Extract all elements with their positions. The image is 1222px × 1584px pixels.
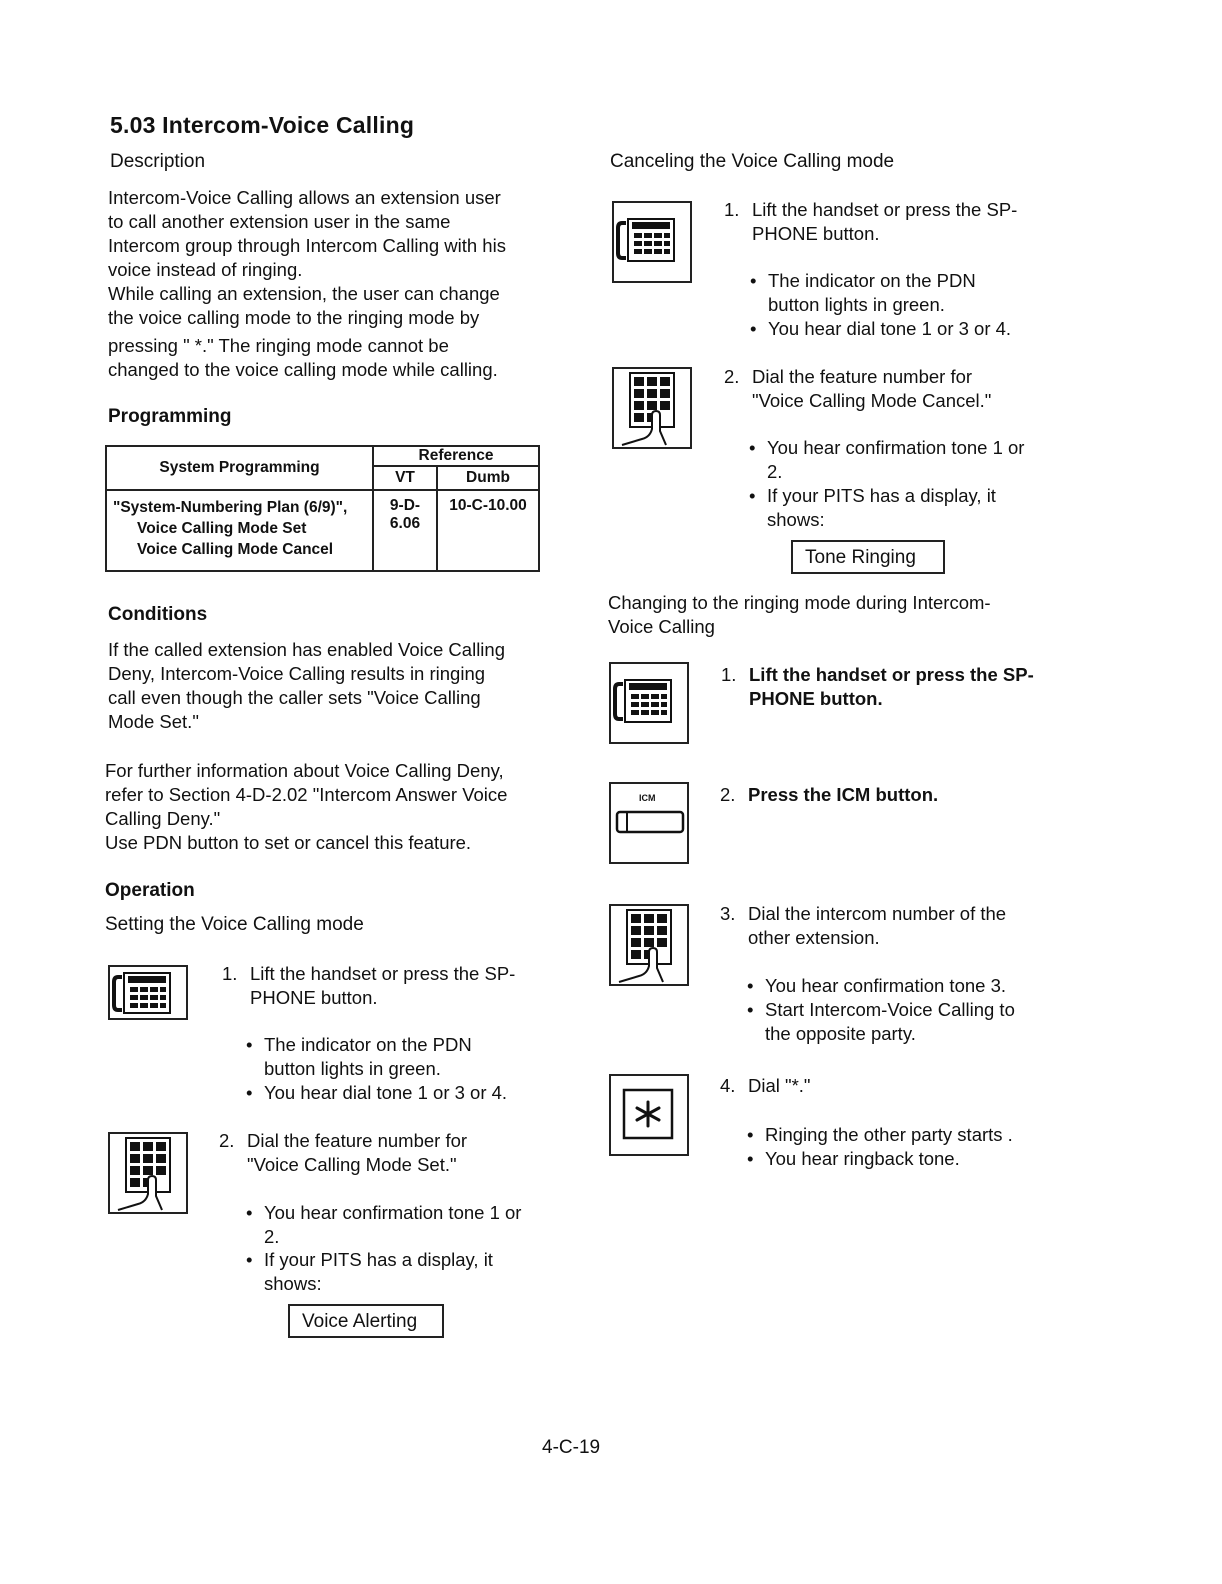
bullet-item xyxy=(767,436,1024,484)
bullet-text: shows: xyxy=(264,1273,322,1294)
table-header-vt: VT xyxy=(373,466,437,490)
description-line: to call another extension user in the same xyxy=(108,211,451,232)
conditions-line: Use PDN button to set or cancel this feature. xyxy=(105,832,472,853)
bullet-text: If your PITS has a display, it xyxy=(264,1249,493,1270)
description-line: changed to the voice calling mode while calling. xyxy=(108,359,498,380)
step-number: 3. xyxy=(720,903,736,924)
changing-subheading-line: Changing to the ringing mode during Intercom- xyxy=(608,592,991,613)
table-header-dumb: Dumb xyxy=(437,466,539,490)
step-number: 4. xyxy=(720,1075,736,1096)
setting-subheading: Setting the Voice Calling mode xyxy=(105,914,364,935)
description-line: Intercom group through Intercom Calling with his xyxy=(108,235,506,256)
changing-subheading-line: Voice Calling xyxy=(608,616,715,637)
step-text: PHONE button. xyxy=(752,223,880,244)
conditions-line: Deny, Intercom-Voice Calling results in ringing xyxy=(108,663,486,684)
bullet-text: You hear confirmation tone 1 or xyxy=(264,1202,522,1223)
bullet-text: The indicator on the PDN xyxy=(768,270,976,291)
conditions-line: If the called extension has enabled Voice Calling xyxy=(108,639,505,660)
operation-heading: Operation xyxy=(105,880,195,901)
table-item-sub: Voice Calling Mode Cancel xyxy=(137,541,334,558)
step-text: Lift the handset or press the SP- xyxy=(250,963,516,984)
bullet-text: 2. xyxy=(767,461,783,482)
table-cell-dumb: 10-C-10.00 xyxy=(437,490,539,571)
step-text: Dial "*." xyxy=(748,1075,811,1096)
conditions-line: refer to Section 4-D-2.02 "Intercom Answer Voice xyxy=(105,784,508,805)
step-text: other extension. xyxy=(748,927,880,948)
bullet-text: The indicator on the PDN xyxy=(264,1034,472,1055)
icm-button-icon xyxy=(609,782,689,864)
description-line: Intercom-Voice Calling allows an extension user xyxy=(108,187,501,208)
description-text xyxy=(108,186,578,382)
conditions-line: call even though the caller sets "Voice Calling xyxy=(108,687,481,708)
icm-label: ICM xyxy=(639,793,656,803)
display-voice-alerting: Voice Alerting xyxy=(288,1304,444,1338)
step-text: PHONE button. xyxy=(749,688,883,709)
conditions-line: Calling Deny." xyxy=(105,808,221,829)
table-header-reference: Reference xyxy=(373,446,539,466)
conditions-heading: Conditions xyxy=(108,604,208,625)
description-line: pressing " *." The ringing mode cannot be xyxy=(108,335,449,356)
bullet-item xyxy=(264,1248,493,1296)
table-cell-item xyxy=(106,490,373,571)
conditions-para1 xyxy=(108,638,588,734)
description-heading: Description xyxy=(110,151,206,172)
dial-keypad-icon xyxy=(609,904,689,986)
step-number: 1. xyxy=(724,199,740,220)
bullet-item xyxy=(765,998,1015,1046)
bullet-item: • You hear dial tone 1 or 3 or 4. xyxy=(264,1081,507,1105)
table-cell-vt: 9-D-6.06 xyxy=(373,490,437,571)
handset-phone-icon xyxy=(108,965,188,1020)
bullet-text: You hear confirmation tone 1 or xyxy=(767,437,1025,458)
bullet-item: • You hear dial tone 1 or 3 or 4. xyxy=(768,317,1011,341)
step-text: Dial the feature number for xyxy=(752,366,973,387)
step-number: 1. xyxy=(222,963,238,984)
bullet-text: 2. xyxy=(264,1226,280,1247)
programming-heading: Programming xyxy=(108,406,232,427)
step-text: PHONE button. xyxy=(250,987,378,1008)
step-text: Lift the handset or press the SP- xyxy=(752,199,1018,220)
table-header-system: System Programming xyxy=(106,446,373,490)
bullet-item xyxy=(767,484,996,532)
handset-phone-icon xyxy=(609,662,689,744)
bullet-item: • You hear confirmation tone 3. xyxy=(765,974,1006,998)
dial-keypad-icon xyxy=(612,367,692,449)
description-line: While calling an extension, the user can change xyxy=(108,283,500,304)
bullet-item xyxy=(264,1033,472,1081)
step-number: 2. xyxy=(219,1130,235,1151)
section-title: 5.03 Intercom-Voice Calling xyxy=(110,112,415,138)
canceling-subheading: Canceling the Voice Calling mode xyxy=(610,151,895,172)
conditions-line: Mode Set." xyxy=(108,711,199,732)
step-text: Dial the intercom number of the xyxy=(748,903,1007,924)
step-text: "Voice Calling Mode Set." xyxy=(247,1154,457,1175)
bullet-text: If your PITS has a display, it xyxy=(767,485,996,506)
bullet-item: • You hear ringback tone. xyxy=(765,1147,960,1171)
step-text: Lift the handset or press the SP- xyxy=(749,664,1034,685)
bullet-item xyxy=(264,1201,521,1249)
step-number: 2. xyxy=(720,784,736,805)
description-line: voice instead of ringing. xyxy=(108,259,303,280)
display-tone-ringing: Tone Ringing xyxy=(791,540,945,574)
changing-subheading xyxy=(608,591,1078,639)
step-number: 1. xyxy=(721,664,737,685)
page-number: 4-C-19 xyxy=(542,1437,601,1458)
conditions-line: For further information about Voice Calling Deny, xyxy=(105,760,504,781)
step-text: "Voice Calling Mode Cancel." xyxy=(752,390,992,411)
table-item-name: "System-Numbering Plan (6/9)", xyxy=(113,499,348,516)
bullet-text: Start Intercom-Voice Calling to xyxy=(765,999,1015,1020)
bullet-item: • Ringing the other party starts . xyxy=(765,1123,1013,1147)
step-text: Press the ICM button. xyxy=(748,784,939,805)
step-number: 2. xyxy=(724,366,740,387)
bullet-item xyxy=(768,269,976,317)
bullet-text: shows: xyxy=(767,509,825,530)
conditions-para2 xyxy=(105,759,585,855)
step-text: Dial the feature number for xyxy=(247,1130,468,1151)
table-item-sub: Voice Calling Mode Set xyxy=(137,520,307,537)
bullet-text: button lights in green. xyxy=(768,294,945,315)
description-line: the voice calling mode to the ringing mode by xyxy=(108,307,480,328)
handset-phone-icon xyxy=(612,201,692,283)
programming-table xyxy=(105,445,540,572)
star-key-icon xyxy=(609,1074,689,1156)
bullet-text: button lights in green. xyxy=(264,1058,441,1079)
dial-keypad-icon xyxy=(108,1132,188,1214)
bullet-text: the opposite party. xyxy=(765,1023,916,1044)
